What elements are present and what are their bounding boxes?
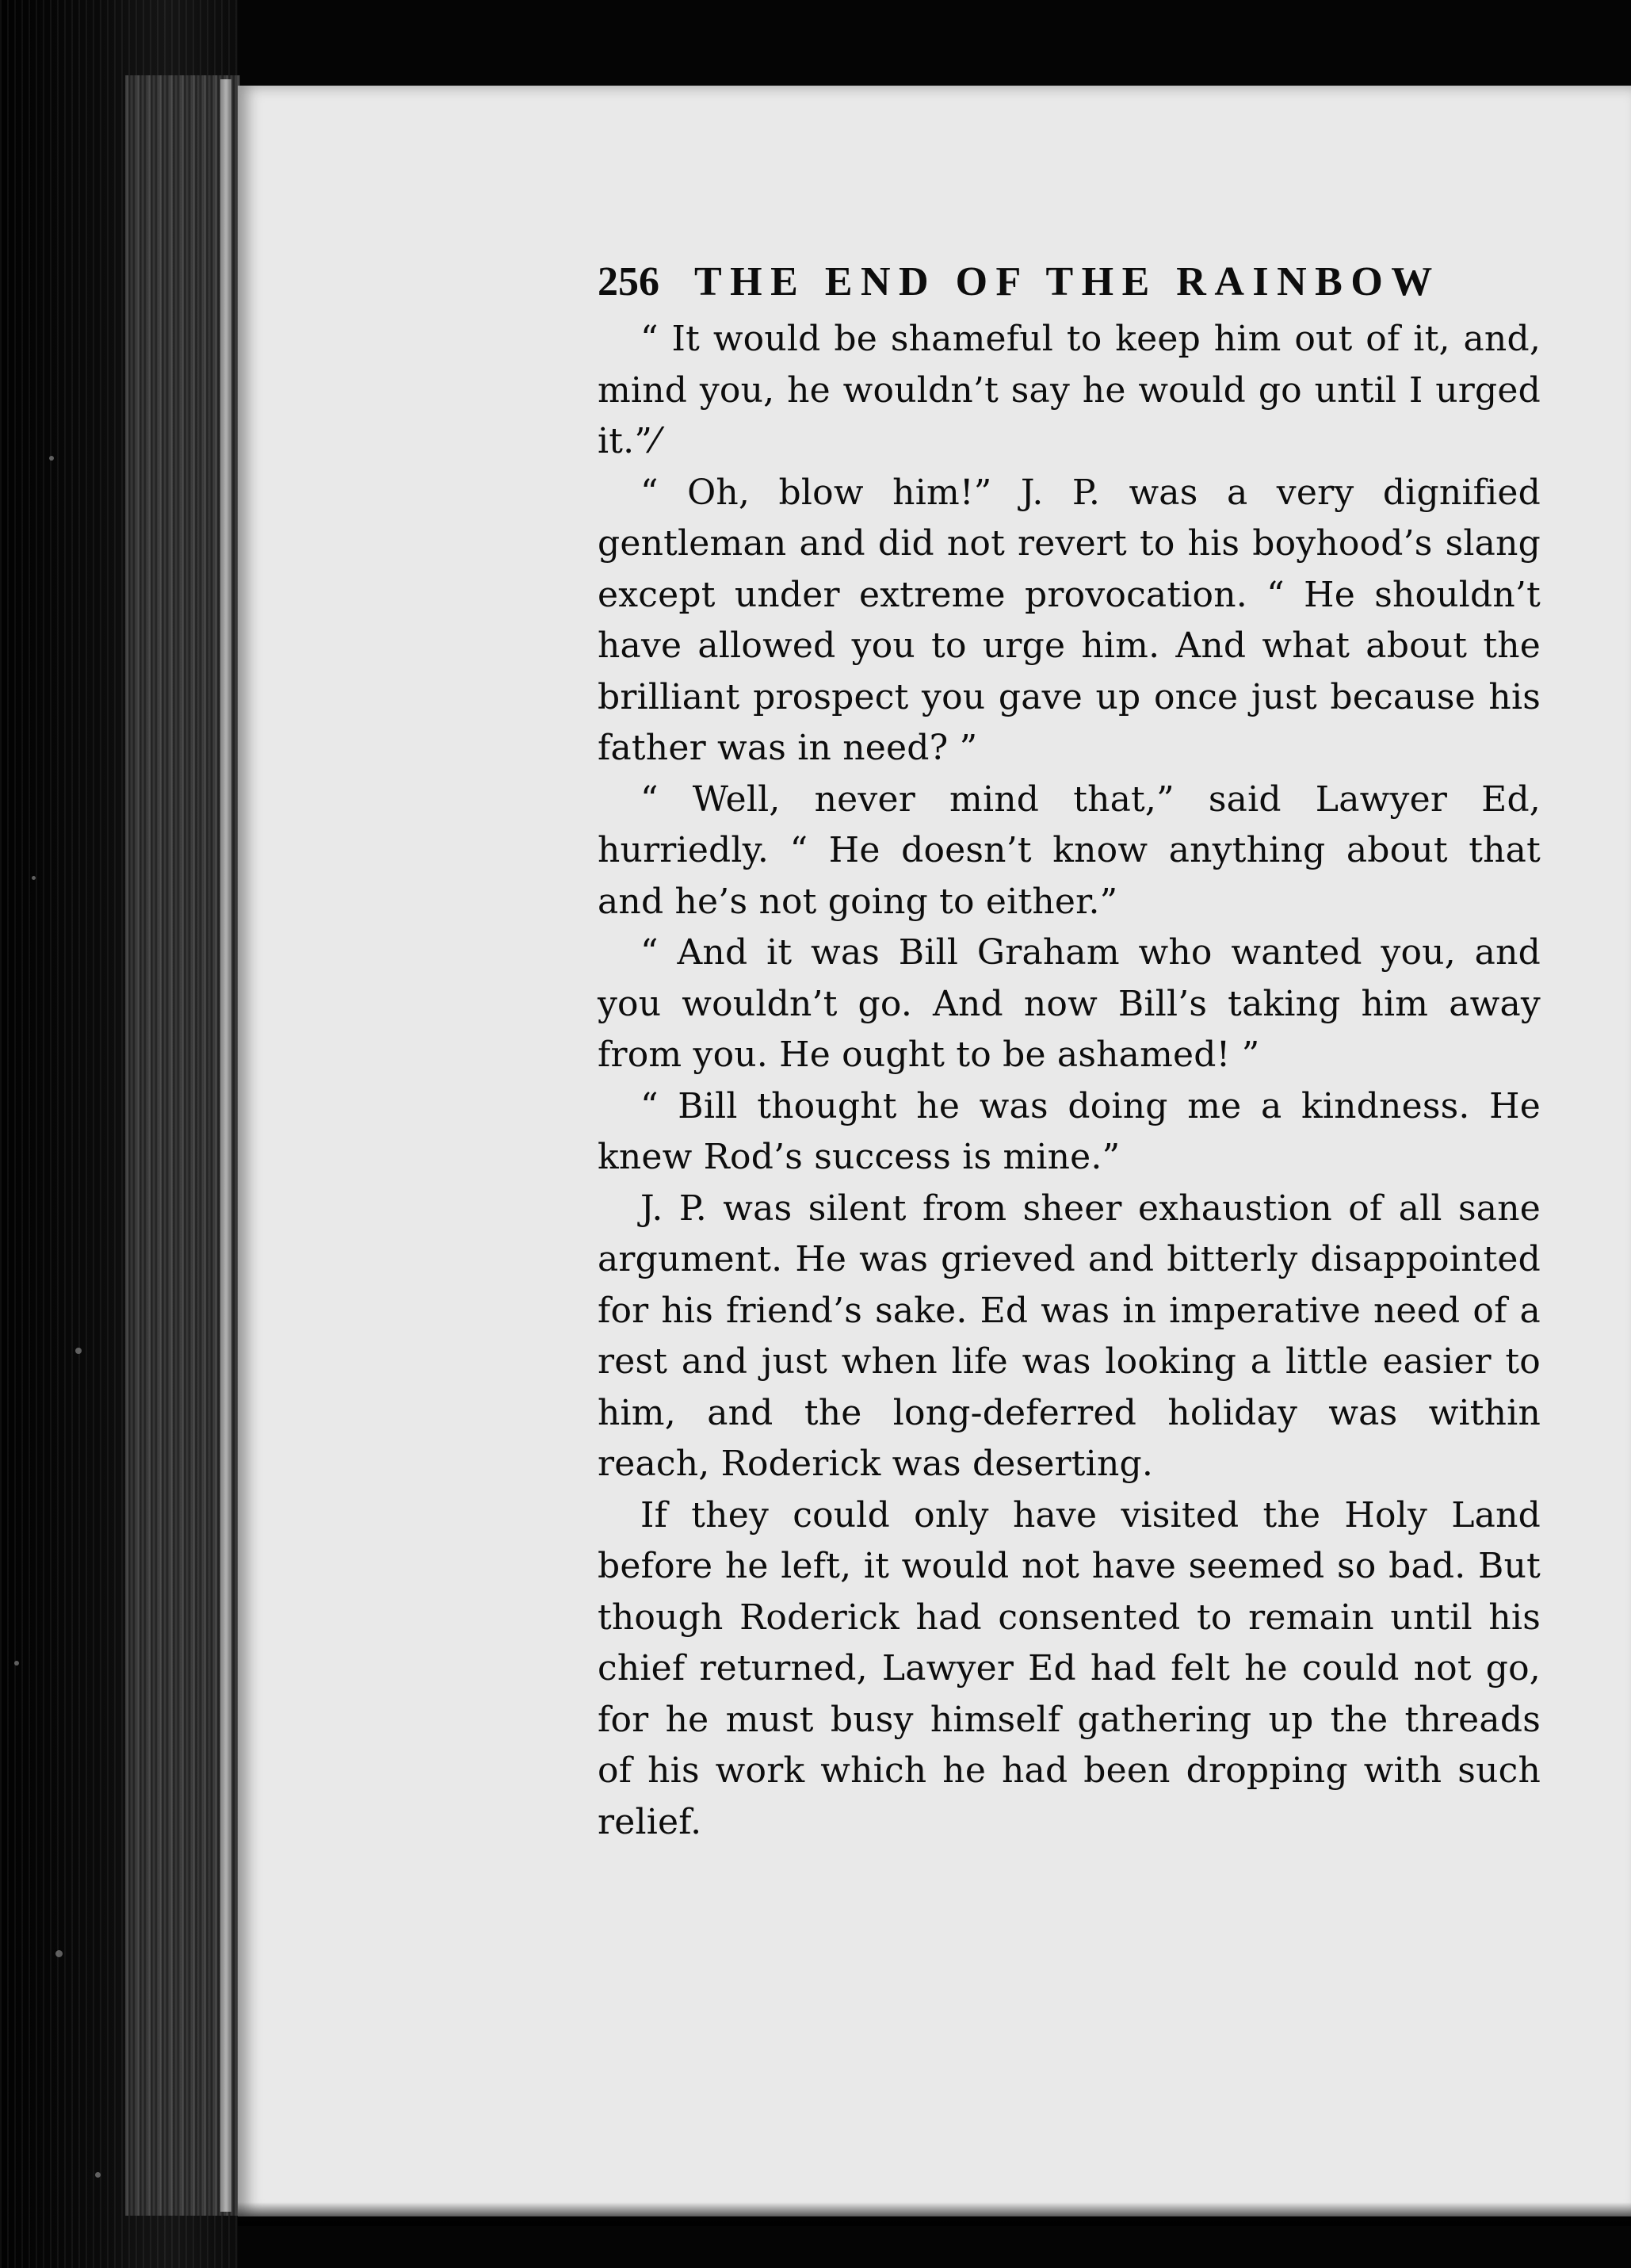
page-number: 256 <box>598 259 659 304</box>
dust-speck <box>14 1661 19 1666</box>
dust-speck <box>95 2172 101 2178</box>
paragraph: “ Bill thought he was doing me a kindness. He knew Rod’s success is mine.” <box>598 1085 1541 1177</box>
page-edge-highlight <box>220 79 231 2212</box>
running-title: THE END OF THE RAINBOW <box>694 259 1441 304</box>
paragraph: “ And it was Bill Graham who wanted you, and you wouldn’t go. And now Bill’s taking him away from you. He ought to be ashamed! ” <box>598 932 1541 1075</box>
paragraph: “ Well, never mind that,” said Lawyer Ed, hurriedly. “ He doesn’t know anything about that and he’s not going to either.” <box>598 778 1541 922</box>
dust-speck <box>32 876 36 880</box>
dust-speck <box>75 1348 82 1354</box>
dust-speck <box>55 1950 63 1957</box>
page-text-block <box>598 252 1541 1848</box>
paragraph: J. P. was silent from sheer exhaustion of all sane argument. He was grieved and bitterly disappointed for his friend’s sake. Ed was in imperative need of a rest and just when life was looking a little easier to him, and the long-deferred holiday was within reach, Roderick was deserting. <box>598 1188 1541 1484</box>
page-bottom-shadow <box>238 2202 1631 2226</box>
running-head <box>598 252 1541 312</box>
dust-speck <box>49 456 54 461</box>
paragraph: If they could only have visited the Holy Land before he left, it would not have seemed so bad. But though Roderick had consented to remain until his chief returned, Lawyer Ed had felt he could not go, for he must busy himself gathering up the threads of his work which he had been dropping with such relief. <box>598 1494 1541 1842</box>
paragraph: “ Oh, blow him!” J. P. was a very dignified gentleman and did not revert to his boyhood’s slang except under extreme provocation. “ He shouldn’t have allowed you to urge him. And what about the brilliant prospect you gave up once just because his father was in need? ” <box>598 472 1541 768</box>
paragraph: “ It would be shameful to keep him out of it, and, mind you, he wouldn’t say he would go until I urged it.”⁄ <box>598 319 1541 461</box>
